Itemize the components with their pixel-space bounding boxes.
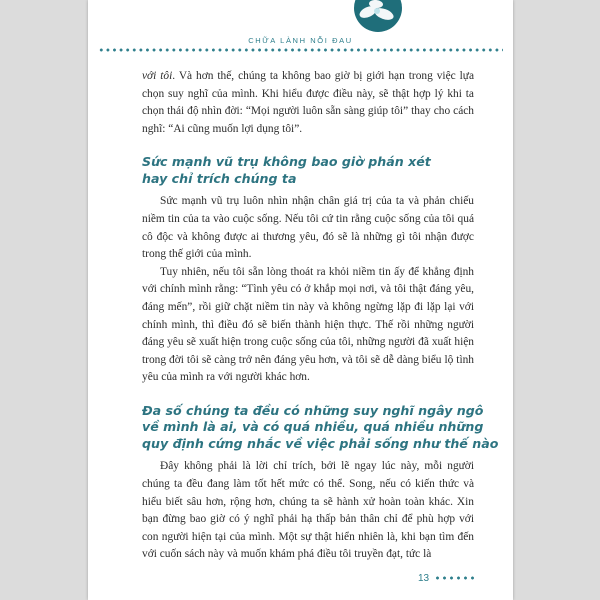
heading-line: Sức mạnh vũ trụ không bao giờ phán xét [142, 154, 431, 170]
page-content [142, 68, 499, 564]
header-dotted-rule [98, 48, 503, 52]
italic-phrase: với tôi [142, 70, 173, 82]
flower-ornament [346, 0, 410, 34]
paragraph: Đây không phải là lời chỉ trích, bởi lẽ ngay lúc này, mỗi người chúng ta đều đang làm tốt hết mức có thể. Song, nếu có kiến thức và hiểu biết sâu hơn, rộng hơn, chúng ta sẽ hành xử hoàn toàn khác. Xin bạn đừng bao giờ có ý nghĩ phải hạ thấp bản thân chỉ để phù hợp với con người hiện tại của mình. Một sự thật hiển nhiên là, khi bạn tìm đến với cuốn sách này và muốn khám phá điều tôi truyền đạt, tức là [142, 460, 474, 561]
book-page [88, 0, 513, 600]
paragraph: Tuy nhiên, nếu tôi sẵn lòng thoát ra khỏi niềm tin ấy để khẳng định với chính mình rằng: “Tình yêu có ở khắp mọi nơi, và tôi thật đáng yêu, đáng mến”, rồi giữ chặt niềm tin này và không ngừng lặp đi lặp lại với chính mình, thì điều đó sẽ biến thành hiện thực. Thế rồi những người đáng yêu sẽ xuất hiện trong cuộc sống của tôi, những người đã xuất hiện trong đời tôi sẽ càng trở nên đáng yêu hơn, và tôi sẽ dễ dàng biểu lộ tình yêu của mình ra với người khác hơn. [142, 265, 474, 384]
running-header: CHỮA LÀNH NỖI ĐAU [248, 36, 353, 45]
paragraph-continued [142, 68, 474, 138]
section-heading-2 [142, 402, 499, 453]
section-heading-1 [142, 154, 474, 187]
heading-line: về mình là ai, và có quá nhiều, quá nhiều những [142, 419, 484, 435]
paragraph-text: . Và hơn thế, chúng ta không bao giờ bị giới hạn trong việc lựa chọn suy nghĩ của mình. Khi hiểu được điều này, sẽ thật hợp lý khi ta chọn thái độ nhìn đời: “Mọi người luôn sẵn sàng giúp tôi” thay cho cách nghĩ: “Ai cũng muốn lợi dụng tôi”. [142, 70, 474, 135]
page-number: 13 [418, 572, 430, 584]
heading-line: hay chỉ trích chúng ta [142, 170, 297, 186]
heading-line: quy định cứng nhắc về việc phải sống như thế nào [142, 435, 499, 451]
paragraph: Sức mạnh vũ trụ luôn nhìn nhận chân giá trị của ta và phản chiếu niềm tin của ta vào cuộc sống. Nếu tôi cứ tin rằng cuộc sống của tôi quá cô độc và không được ai thương yêu, đó sẽ là những gì tôi nhận được trong thế giới của mình. [142, 195, 474, 261]
footer-dotted-rule [434, 576, 476, 580]
heading-line: Đa số chúng ta đều có những suy nghĩ ngây ngô [142, 402, 484, 418]
page-footer [418, 572, 476, 584]
